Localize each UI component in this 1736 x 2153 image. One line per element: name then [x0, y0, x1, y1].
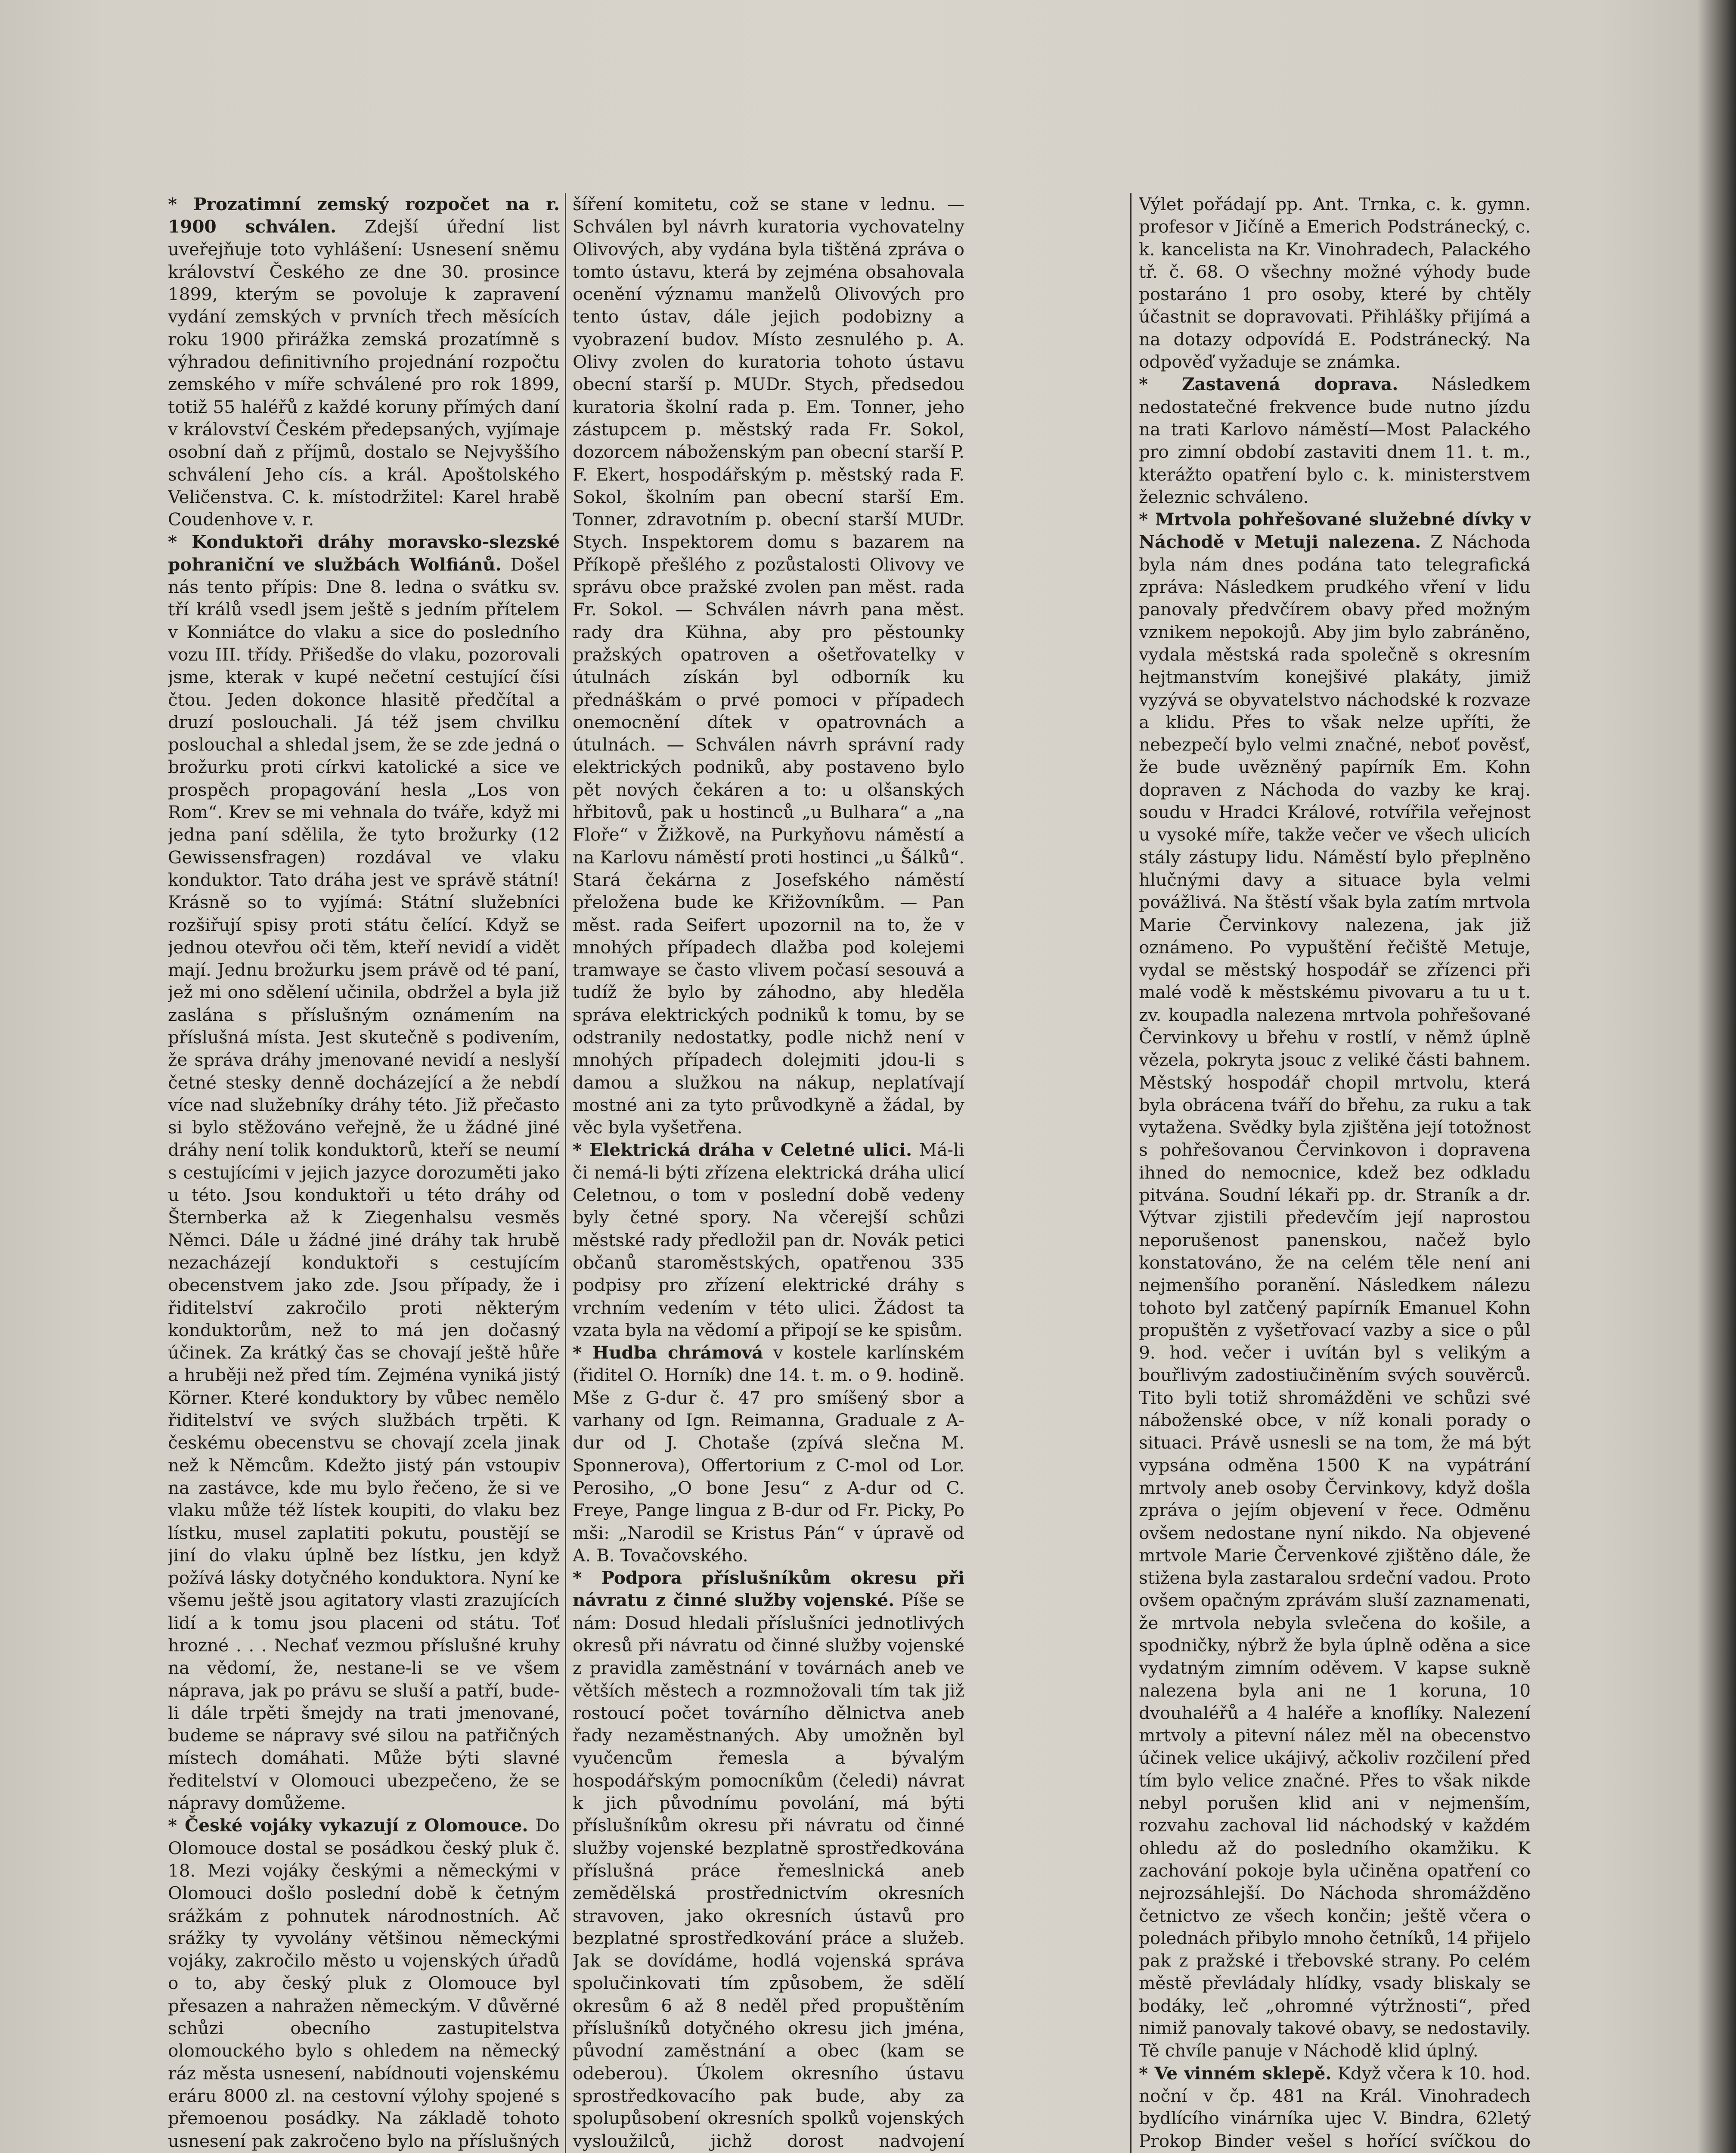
article-council-continued	[573, 193, 964, 1139]
article-stopped-service	[1139, 373, 1531, 508]
article-body: Když včera k 10. hod. noční v čp. 481 na Král. Vinohradech bydlícího vinárníka ujec V. Bindra, 62letý Prokop Binder vešel s hořící svíčkou do	[1139, 2063, 1531, 2151]
article-headline: Zastavená doprava.	[1181, 374, 1398, 395]
article-body: Následkem nedostatečné frekvence bude nutno jízdu na trati Karlovo náměstí—Most Palackého pro zimní období zastaviti dnem 11. t. m., kterážto opatření bylo c. k. ministerstvem železnic schváleno.	[1139, 374, 1531, 507]
column-3	[1139, 193, 1531, 2153]
dagger-mark: *	[573, 1139, 590, 1160]
page-edge-shadow	[1697, 0, 1736, 2153]
article-church-music	[573, 1341, 964, 1567]
column-divider	[565, 193, 566, 2153]
article-body: Zdejší úřední list uveřejňuje toto vyhlášení: Usnesení sněmu království Českého ze dne 30. prosince 1899, kterým se povoluje k zapravení vydání zemských v prvních třech měsících roku 1900 přirážka zemská prozatímně s výhradou definitivního projednání rozpočtu zemského v míře schválené pro rok 1899, totiž 55 haléřů z každé koruny přímých daní v království Českém předepsaných, vyjímaje osobní daň z příjmů, dostalo se Nejvyššího schválení Jeho cís. a král. Apoštolského Veličenstva. C. k. místodržitel: Karel hrabě Coudenhove v. r.	[168, 216, 560, 530]
dagger-mark: *	[168, 531, 192, 552]
article-body: šíření komitetu, což se stane v lednu. — Schválen byl návrh kuratoria vychovatelny Olivových, aby vydána byla tištěná zpráva o tomto ústavu, která by zejména obsahovala ocenění významu manželů Olivových pro tento ústav, dále jejich podobizny a vyobrazení budov. Místo zesnulého p. A. Olivy zvolen do kuratoria tohoto ústavu obecní starší p. MUDr. Stych, předsedou kuratoria školní rada p. Em. Tonner, jeho zástupcem p. městský rada Fr. Sokol, dozorcem náboženským pan obecní starší P. F. Ekert, hospodářským p. městský rada F. Sokol, školním pan obecní starší Em. Tonner, zdravotním p. obecní starší MUDr. Stych. Inspektorem domu s bazarem na Příkopě přešlého z pozůstalosti Olivovy ve správu obce pražské zvolen pan měst. rada Fr. Sokol. — Schválen návrh pana měst. rady dra Kühna, aby pro pěstounky pražských opatroven a ošetřovatelky v útulnách získán byl odborník ku přednáškám o prvé pomoci v případech onemocnění dítek v opatrovnách a útulnách. — Schválen návrh správní rady elektrických podniků, aby postaveno bylo pět nových čekáren a to: u olšanských hřbitovů, pak u hostinců „u Bulhara“ a „na Floře“ v Žižkově, na Purkyňovu náměstí a na Karlovu náměstí proti hostinci „u Šálků“. Stará čekárna z Josefského náměstí přeložena bude ke Křižovníkům. — Pan měst. rada Seifert upozornil na to, že v mnohých případech dlažba pod kolejemi tramwaye se často vlivem počasí sesouvá a tudíž že bylo by záhodno, aby hleděla správa elektrických podniků k tomu, by se odstranily nedostatky, podle nichž není v mnohých případech dolejmiti jdou-li s damou a služkou na nákup, neplatívají mostné ani za tyto průvodkyně a žádal, by věc byla vyšetřena.	[573, 194, 964, 1138]
article-body: v kostele karlínském (řiditel O. Horník) dne 14. t. m. o 9. hodině. Mše z G-dur č. 47 pro smíšený sbor a varhany od Ign. Reimanna, Graduale z A-dur od J. Chotaše (zpívá slečna M. Sponnerova), Offertorium z C-mol od Lor. Perosiho, „O bone Jesu“ z A-dur od C. Freye, Pange lingua z B-dur od Fr. Picky, Po mši: „Narodil se Kristus Pán“ v úpravě od A. B. Tovačovského.	[573, 1342, 964, 1566]
column-divider	[1130, 193, 1132, 2153]
dagger-mark: *	[168, 1815, 185, 1836]
article-body: Z Náchoda byla nám dnes podána tato telegrafická zpráva: Následkem prudkého vření v lidu panovaly předvčírem obavy před možným vznikem nepokojů. Aby jim bylo zabráněno, vydala městská rada společně s okresním hejtmanstvím konejšivé plakáty, jimiž vyzývá se obyvatelstvo náchodské k rozvaze a klidu. Přes to však nelze upříti, že nebezpečí bylo velmi značné, neboť pověsť, že bude uvězněný papírník Em. Kohn dopraven z Náchoda do vazby ke kraj. soudu v Hradci Králové, rotvířila veřejnost u vysoké míře, takže večer ve všech ulicích stály zástupy lidu. Náměstí bylo přeplněno hlučnými davy a situace byla velmi povážlivá. Na štěstí však byla zatím mrtvola Marie Červinkovy nalezena, jak již oznámeno. Po vypuštění řečiště Metuje, vydal se městský hospodář se zřízenci při malé vodě k městskému pivovaru a tu u t. zv. koupadla nalezena mrtvola pohřešované Červinkovy u břehu v rostlí, v němž úplně vězela, pokryta jsouc z veliké části bahnem. Městský hospodář chopil mrtvolu, která byla obrácena tváří do břehu, za ruku a tak vytažena. Svědky byla zjištěna její totožnost s pohřešovanou Červinkovon i dopravena ihned do nemocnice, kdež bez odkladu pitvána. Soudní lékaři pp. dr. Straník a dr. Výtvar zjistili předevčím její naprostou neporušenost panenskou, načež bylo konstatováno, že na celém těle není ani nejmenšího poranění. Následkem nálezu tohoto byl zatčený papírník Emanuel Kohn propuštěn z vyšetřovací vazby a sice o půl 9. hod. večer i uvítán byl s velikým a bouřlivým zadostiučiněním svých souvěrců. Tito byli totiž shromážděni ve schůzi své náboženské obce, v níž konali porady o situaci. Právě usnesli se na tom, že má být vypsána odměna 1500 K na vypátrání mrtvoly aneb osoby Červinkovy, když došla zpráva o jejím objevení v řece. Odměnu ovšem nedostane nyní nikdo. Na objevené mrtvole Marie Červenkové zjištěno dále, že stižena byla zastaralou srdeční vadou. Proto ovšem opačným zprávám sluší zaznamenati, že mrtvola nebyla svlečena do košile, a spodničky, nýbrž že byla úplně oděna a sice vydatným zimním oděvem. V kapse sukně nalezena byla ani ne 1 koruna, 10 dvouhaléřů a 4 haléře a knoflíky. Nalezení mrtvoly a pitevní nález měl na obecenstvo účinek velice ukájivý, ačkoliv rozčilení před tím bylo velice značné. Přes to však nikde nebyl porušen klid ani v nejmenším, rozvahu zachoval lid náchodský v každém ohledu až do posledního okamžiku. K zachování pokoje byla učiněna opatření co nejrozsáhlejší. Do Náchoda shromážděno četnictvo ze všech končin; ještě včera o polednách přibylo mnoho četníků, 14 přijelo pak z pražské i třebovské strany. Po celém městě převládaly hlídky, vsady bliskaly se bodáky, leč „ohromné výtržnosti“, před nimiž panovaly takové obavy, se nedostavily. Tě chvíle panuje v Náchodě klid úplný.	[1139, 531, 1531, 2061]
article-headline: Hudba chrámová	[592, 1342, 763, 1363]
dagger-mark: *	[168, 194, 194, 214]
article-body: Má-li či nemá-li býti zřízena elektrická dráha ulicí Celetnou, o tom v poslední době vedeny byly četné spory. Na včerejší schůzi městské rady předložil pan dr. Novák petici občanů staroměstských, opatřenou 335 podpisy pro zřízení elektrické dráhy s vrchním vedením v této ulici. Žádost ta vzata byla na vědomí a připojí se ke spisům.	[573, 1139, 964, 1340]
column-1	[168, 193, 560, 2153]
article-headline: Ve vinném sklepě.	[1154, 2063, 1332, 2084]
article-olomouc	[168, 1814, 560, 2153]
dagger-mark: *	[1139, 374, 1182, 395]
article-headline: České vojáky vykazují z Olomouce.	[185, 1815, 528, 1836]
article-body: Výlet pořádají pp. Ant. Trnka, c. k. gymn. profesor v Jičíně a Emerich Podstránecký, c. k. kancelista na Kr. Vinohradech, Palackého tř. č. 68. O všechny možné výhody bude postaráno 1 pro osoby, které by chtěly účastnit se dopravovati. Přihlášky přijímá a na dotazy odpovídá E. Podstránecký. Na odpověď vyžaduje se známka.	[1139, 194, 1531, 372]
article-trip-continued	[1139, 193, 1531, 373]
dagger-mark: *	[1139, 509, 1155, 530]
article-headline: Konduktoři dráhy moravsko-slezské pohraniční ve službách Wolfiánů.	[168, 531, 560, 575]
article-tram-celetna	[573, 1139, 964, 1341]
dagger-mark: *	[573, 1567, 601, 1588]
article-conductors	[168, 530, 560, 1814]
article-body: Došel nás tento přípis: Dne 8. ledna o svátku sv. tří králů vsedl jsem ještě s jedním přítelem v Konniátce do vlaku a sice do posledního vozu III. třídy. Přišedše do vlaku, pozorovali jsme, kterak v kupé nečetní cestující čísi čtou. Jeden dokonce hlasitě předčítal a druzí poslouchali. Já též jsem chvilku poslouchal a shledal jsem, že se zde jedná o brožurku proti církvi katolické a sice ve prospěch propagování hesla „Los von Rom“. Krev se mi vehnala do tváře, když mi jedna paní sdělila, že tyto brožurky (12 Gewissensfragen) rozdával ve vlaku konduktor. Tato dráha jest ve správě státní! Krásně so to vyjímá: Státní služebníci rozšiřují spisy proti státu čelící. Když se jednou otevřou oči těm, kteří nevidí a vidět mají. Jednu brožurku jsem právě od té paní, jež mi ono sdělení učinila, obdržel a byla již zaslána s příslušným oznámením na příslušná místa. Jest skutečně s podivením, že správa dráhy jmenované nevidí a neslyší četné stesky denně docházející a že nebdí více nad služebníky dráhy této. Již přečasto si bylo stěžováno veřejně, že u žádné jiné dráhy není tolik konduktorů, kteří se neumí s cestujícími v jejich jazyce dorozuměti jako u této. Jsou konduktoři u této dráhy od Šternberka až k Ziegenhalsu vesměs Němci. Dále u žádné jiné dráhy tak hrubě nezacházejí konduktoři s cestujícím obecenstvem jako zde. Jsou případy, že i řiditelství zakročilo proti některým konduktorům, než to má jen dočasný účinek. Za krátký čas se chovají ještě hůře a hruběji než před tím. Zejména vyniká jistý Körner. Které konduktory by vůbec nemělo řiditelství ve svých službách trpěti. K českému obecenstvu se chovají zcela jinak než k Němcům. Kdežto jistý pán vstoupiv na zastávce, kde mu bylo řečeno, že si ve vlaku může též lístek koupiti, do vlaku bez lístku, musel zaplatiti pokutu, poustějí se jiní do vlaku úplně bez lístku, jen když požívá lásky dotyčného konduktora. Nyní ke všemu ještě jsou agitatory vlasti zrazujících lidí a k tomu jsou placeni od státu. Toť hrozné . . . Nechať vezmou příslušné kruhy na vědomí, že, nestane-li se ve všem náprava, jak po právu se sluší a patří, bude-li dále trpěti šmejdy na trati jmenované, budeme se nápravy své silou na patřičných místech domáhati. Může býti slavné ředitelství v Olomouci ubezpečeno, že se nápravy domůžeme.	[168, 554, 560, 1814]
dagger-mark: *	[1139, 2063, 1155, 2084]
article-wine-cellar	[1139, 2062, 1531, 2153]
article-headline: Elektrická dráha v Celetné ulici.	[589, 1139, 912, 1160]
article-military-support	[573, 1567, 964, 2153]
dagger-mark: *	[573, 1342, 592, 1363]
article-body: Do Olomouce dostal se posádkou český pluk č. 18. Mezi vojáky českými a německými v Olomouci došlo poslední době k četným srážkám z pohnutek národnostních. Ač srážky ty vyvolány většinou německými vojáky, zakročilo město u vojenských úřadů o to, aby český pluk z Olomouce byl přesazen a nahražen německým. V důvěrné schůzi obecního zastupitelstva olomouckého bylo s ohledem na německý ráz města usnesení, nabídnouti vojenskému eráru 8000 zl. na cestovní výlohy spojené s přemoenou posádky. Na základě tohoto usnesení pak zakročeno bylo na příslušných	[168, 1815, 560, 2151]
article-headline: Prozatimní zemský rozpočet na r. 1900 schválen.	[168, 194, 560, 237]
column-2	[573, 193, 964, 2153]
article-nachod	[1139, 508, 1531, 2062]
article-headline: Mrtvola pohřešované služebné dívky v Náchodě v Metuji nalezena.	[1139, 509, 1531, 552]
article-headline: Podpora příslušníkům okresu při návratu z činné služby vojenské.	[573, 1567, 964, 1611]
article-body: Píše se nám: Dosud hledali příslušníci jednotlivých okresů při návratu od činné služby vojenské z pravidla zaměstnání v továrnách aneb ve větších městech a rozmnožovali tím tak již rostoucí počet továrního dělnictva aneb řady nezaměstnaných. Aby umožněn byl vyučencům řemesla a bývalým hospodářským pomocníkům (čeledi) návrat k jich původnímu povolání, má býti příslušníkům okresu při návratu od činné služby vojenské bezplatně sprostředkována příslušná práce řemeslnická aneb zemědělská prostřednictvím okresních stravoven, jako okresních ústavů pro bezplatné sprostředkování práce a služeb. Jak se dovídáme, hodlá vojenská správa spolučinkovati tím způsobem, že sdělí okresům 6 až 8 neděl před propuštěním příslušníků dotyčného okresu jich jména, původní zaměstnání a obec (kam se odeberou). Úkolem okresního ústavu sprostředkovacího pak bude, aby za spolupůsobení okresních spolků vojenských vysloužilců, jichž dorost nadvojení	[573, 1590, 964, 2151]
article-budget	[168, 193, 560, 530]
